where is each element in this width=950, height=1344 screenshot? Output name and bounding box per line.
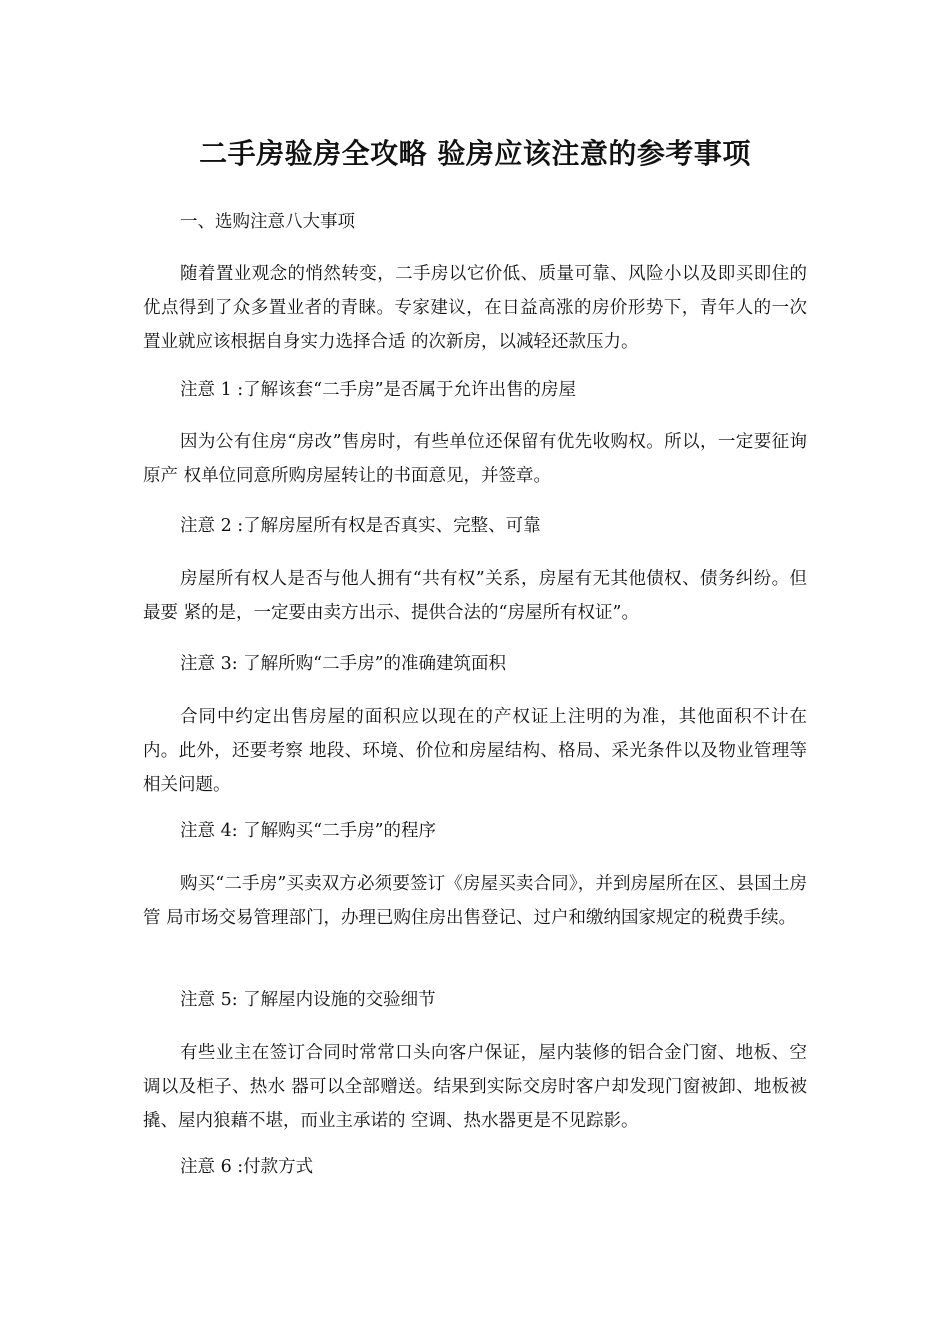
note-5-heading: 注意 5: 了解屋内设施的交验细节: [180, 990, 436, 1010]
note-4-body: 购买“二手房”买卖双方必须要签订《房屋买卖合同》，并到房屋所在区、县国土房管 局市场交易管理部门，办理已购住房出售登记、过户和缴纳国家规定的税费手续。: [143, 874, 807, 928]
note-2-body: 房屋所有权人是否与他人拥有“共有权”关系，房屋有无其他债权、债务纠纷。但最要 紧的是，一定要由卖方出示、提供合法的“房屋所有权证”。: [143, 569, 807, 623]
section-heading: 一、选购注意八大事项: [180, 212, 355, 232]
note-6-heading: 注意 6 :付款方式: [180, 1157, 314, 1177]
note-3-body: 合同中约定出售房屋的面积应以现在的产权证上注明的为准，其他面积不计在内。此外，还要考察 地段、环境、价位和房屋结构、格局、采光条件以及物业管理等相关问题。: [143, 707, 807, 795]
note-2-heading: 注意 2 :了解房屋所有权是否真实、完整、可靠: [180, 516, 541, 536]
note-5-body: 有些业主在签订合同时常常口头向客户保证，屋内装修的铝合金门窗、地板、空调以及柜子、热水 器可以全部赠送。结果到实际交房时客户却发现门窗被卸、地板被撬、屋内狼藉不堪，而业主承诺的 空调、热水器更是不见踪影。: [143, 1043, 807, 1131]
note-4-heading: 注意 4: 了解购买“二手房”的程序: [180, 821, 437, 841]
note-3-heading: 注意 3: 了解所购“二手房”的准确建筑面积: [180, 654, 507, 674]
note-1-body: 因为公有住房“房改”售房时，有些单位还保留有优先收购权。所以，一定要征询原产 权单位同意所购房屋转让的书面意见，并签章。: [143, 432, 807, 486]
note-1-heading: 注意 1 :了解该套“二手房”是否属于允许出售的房屋: [180, 380, 577, 400]
document-title: 二手房验房全攻略 验房应该注意的参考事项: [199, 137, 751, 170]
intro-paragraph: 随着置业观念的悄然转变，二手房以它价低、质量可靠、风险小以及即买即住的优点得到了众多置业者的青睐。专家建议，在日益高涨的房价形势下，青年人的一次置业就应该根据自身实力选择合适 的次新房，以减轻还款压力。: [143, 264, 807, 352]
